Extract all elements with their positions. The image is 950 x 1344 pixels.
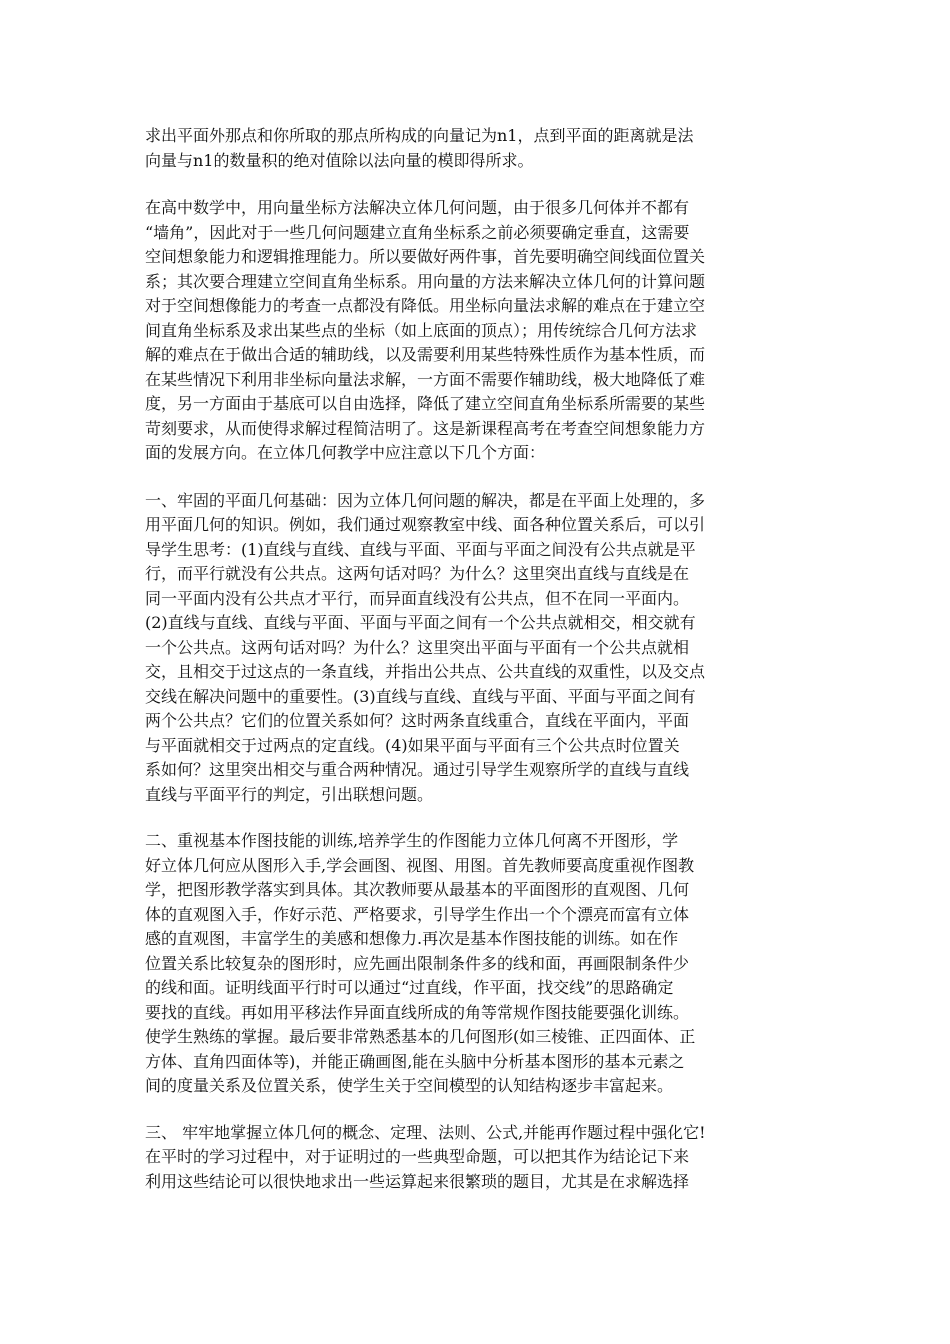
- text-line: 一个公共点。这两句话对吗？为什么？这里突出平面与平面有一个公共点就相: [145, 637, 690, 657]
- text-line: 利用这些结论可以很快地求出一些运算起来很繁琐的题目，尤其是在求解选择: [145, 1171, 690, 1191]
- paragraph-spacer: [145, 1099, 810, 1121]
- section-heading-line: 三、 牢牢地掌握立体几何的概念、定理、法则、公式,并能再作题过程中强化它!: [145, 1122, 706, 1142]
- text-line: 行，而平行就没有公共点。这两句话对吗？为什么？这里突出直线与直线是在: [145, 564, 690, 583]
- text-line: 在高中数学中，用向量坐标方法解决立体几何问题，由于很多几何体并不都有: [145, 198, 690, 217]
- text-line: 向量与n1的数量积的绝对值除以法向量的模即得所求。: [145, 150, 534, 170]
- paragraph-spacer: [145, 807, 810, 829]
- text-line: 方体、直角四面体等)，并能正确画图,能在头脑中分析基本图形的基本元素之: [145, 1051, 685, 1071]
- text-line: 空间想象能力和逻辑推理能力。所以要做好两件事，首先要明确空间线面位置关: [145, 247, 706, 266]
- text-line: 间直角坐标系及求出某些点的坐标（如上底面的顶点）；用传统综合几何方法求: [145, 320, 698, 340]
- text-line: 面的发展方向。在立体几何教学中应注意以下几个方面：: [145, 443, 546, 462]
- text-line: 要找的直线。再如用平移法作异面直线所成的角等常规作图技能要强化训练。: [145, 1002, 690, 1022]
- text-line: 度，另一方面由于基底可以自由选择，降低了建立空间直角坐标系所需要的某些: [145, 394, 706, 413]
- document-page: [145, 124, 810, 1194]
- section-heading-line: 一、牢固的平面几何基础：因为立体几何问题的解决，都是在平面上处理的，多: [145, 490, 706, 510]
- text-line: 直线与平面平行的判定，引出联想问题。: [145, 784, 434, 804]
- text-line: 对于空间想像能力的考查一点都没有降低。用坐标向量法求解的难点在于建立空: [145, 296, 706, 315]
- text-line: 在某些情况下利用非坐标向量法求解，一方面不需要作辅助线，极大地降低了难: [145, 369, 706, 389]
- text-line: 苛刻要求，从而使得求解过程简洁明了。这是新课程高考在考查空间想象能力方: [145, 418, 706, 438]
- text-line: 位置关系比较复杂的图形时，应先画出限制条件多的线和面，再画限制条件少: [145, 953, 690, 973]
- paragraph-section-three: [145, 1121, 810, 1195]
- paragraph-section-two: [145, 829, 810, 1099]
- text-line: 导学生思考：(1)直线与直线、直线与平面、平面与平面之间没有公共点就是平: [145, 539, 696, 559]
- text-line: (2)直线与直线、直线与平面、平面与平面之间有一个公共点就相交，相交就有: [145, 613, 696, 632]
- text-line: 交线在解决问题中的重要性。(3)直线与直线、直线与平面、平面与平面之间有: [145, 686, 696, 706]
- text-line: 体的直观图入手，作好示范、严格要求，引导学生作出一个个漂亮而富有立体: [145, 904, 690, 924]
- text-line: 用平面几何的知识。例如，我们通过观察教室中线、面各种位置关系后，可以引: [145, 515, 706, 534]
- paragraph-section-one: [145, 489, 810, 808]
- text-line: “墙角”，因此对于一些几何问题建立直角坐标系之前必须要确定垂直，这需要: [145, 222, 690, 242]
- paragraph-spacer: [145, 466, 810, 489]
- text-line: 求出平面外那点和你所取的那点所构成的向量记为n1，点到平面的距离就是法: [145, 126, 694, 145]
- text-line: 在平时的学习过程中，对于证明过的一些典型命题，可以把其作为结论记下来: [145, 1147, 690, 1166]
- text-line: 与平面就相交于过两点的定直线。(4)如果平面与平面有三个公共点时位置关: [145, 735, 680, 755]
- text-line: 同一平面内没有公共点才平行，而异面直线没有公共点，但不在同一平面内。: [145, 588, 690, 608]
- text-line: 学，把图形教学落实到具体。其次教师要从最基本的平面图形的直观图、几何: [145, 880, 690, 899]
- text-line: 间的度量关系及位置关系，使学生关于空间模型的认知结构逐步丰富起来。: [145, 1076, 674, 1095]
- text-line: 系；其次要合理建立空间直角坐标系。用向量的方法来解决立体几何的计算问题: [145, 271, 706, 291]
- text-line: 感的直观图，丰富学生的美感和想像力.再次是基本作图技能的训练。如在作: [145, 929, 679, 948]
- paragraph-vector-coordinate-method: [145, 196, 810, 466]
- text-line: 交，且相交于过这点的一条直线，并指出公共点、公共直线的双重性，以及交点: [145, 662, 706, 681]
- text-line: 两个公共点？它们的位置关系如何？这时两条直线重合，直线在平面内，平面: [145, 711, 690, 730]
- paragraph-spacer: [145, 173, 810, 196]
- text-line: 使学生熟练的掌握。最后要非常熟悉基本的几何图形(如三棱锥、正四面体、正: [145, 1027, 696, 1046]
- text-line: 解的难点在于做出合适的辅助线，以及需要利用某些特殊性质作为基本性质，而: [145, 345, 706, 364]
- text-line: 好立体几何应从图形入手,学会画图、视图、用图。首先教师要高度重视作图教: [145, 855, 695, 875]
- text-line: 系如何？这里突出相交与重合两种情况。通过引导学生观察所学的直线与直线: [145, 760, 690, 779]
- section-heading-line: 二、重视基本作图技能的训练,培养学生的作图能力立体几何离不开图形，学: [145, 831, 679, 850]
- text-line: 的线和面。证明线面平行时可以通过“过直线，作平面，找交线”的思路确定: [145, 978, 674, 997]
- paragraph-distance-formula: [145, 124, 810, 173]
